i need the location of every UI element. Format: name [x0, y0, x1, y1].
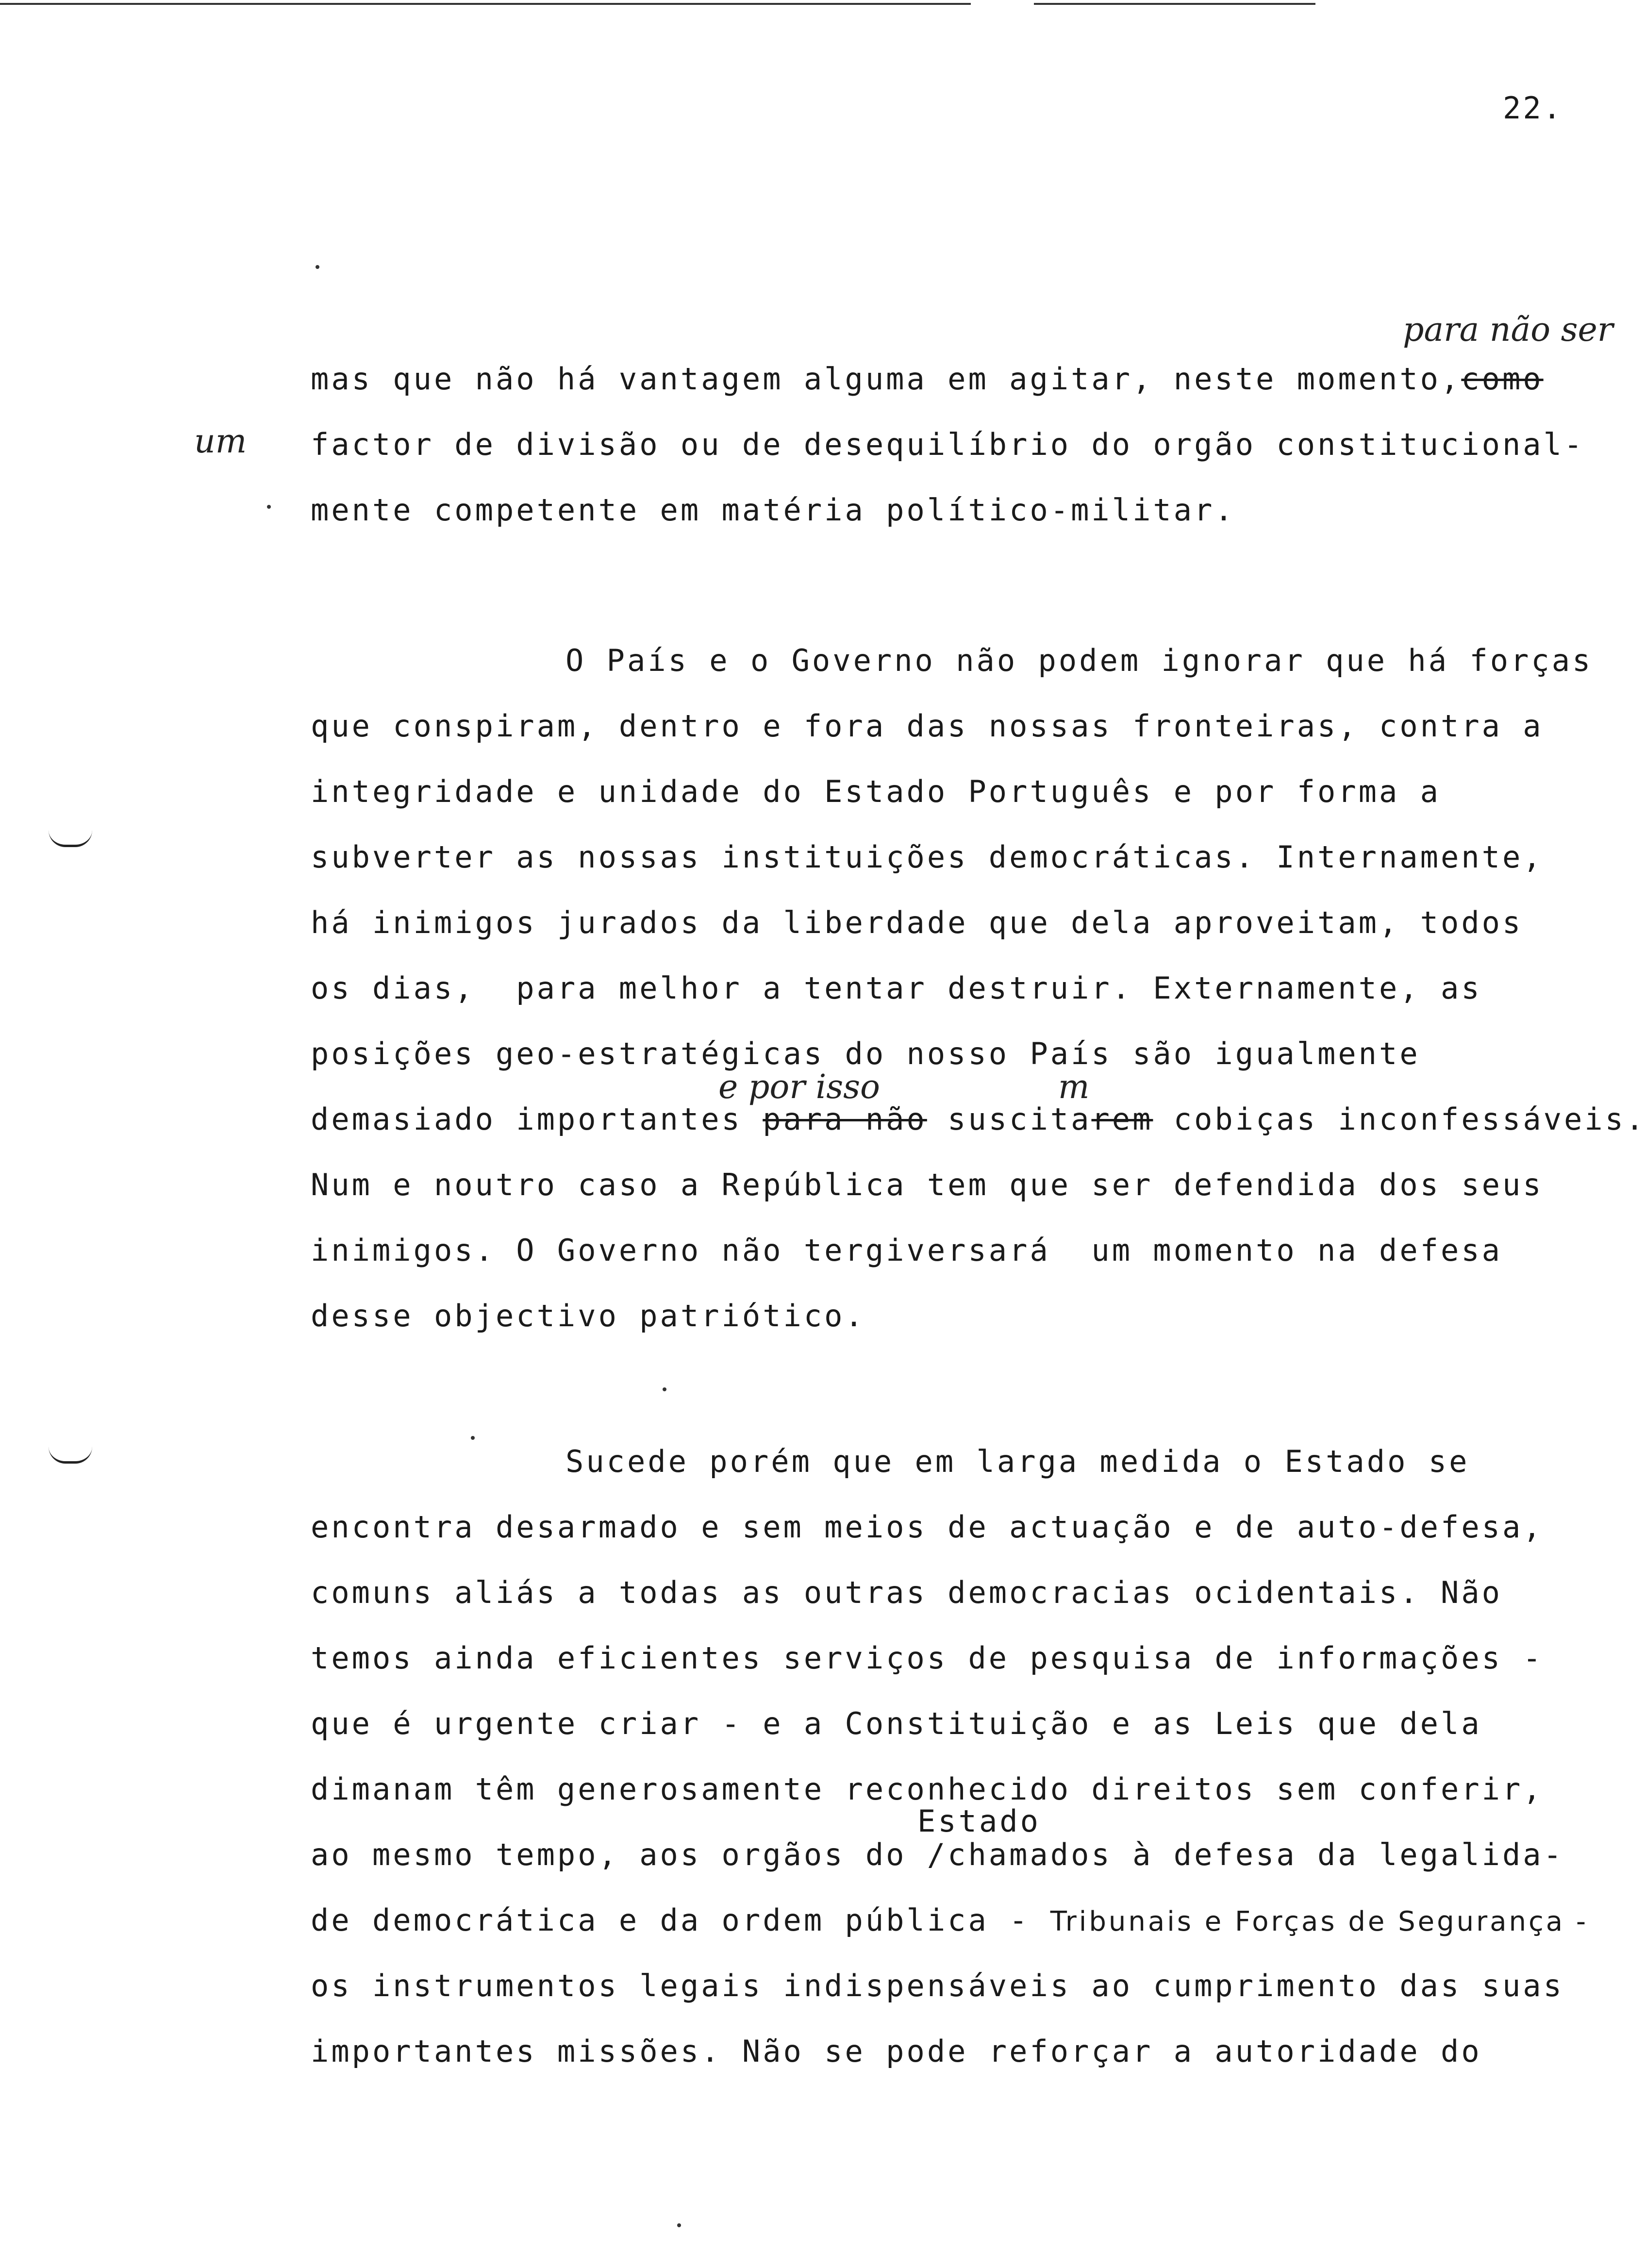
handwritten-insertion-m: m — [1058, 1068, 1090, 1106]
scan-speck — [677, 2223, 681, 2227]
scan-speck — [316, 265, 319, 269]
text-line: Sucede porém que em larga medida o Estado se — [565, 1444, 1470, 1479]
scan-speck — [471, 1436, 475, 1440]
text-line: dimanam têm generosamente reconhecido direitos sem conferir, — [311, 1771, 1544, 1807]
text-line: subverter as nossas instituições democráticas. Internamente, — [311, 839, 1544, 875]
scan-speck — [663, 1387, 666, 1391]
top-rule-left — [0, 3, 971, 5]
text-line: importantes missões. Não se pode reforçar a autoridade do — [311, 2034, 1482, 2069]
text-line: encontra desarmado e sem meios de actuação e de auto-defesa, — [311, 1509, 1544, 1545]
handwritten-insertion-mid: e por isso — [718, 1068, 880, 1106]
text-line: os dias, para melhor a tentar destruir. Externamente, as — [311, 970, 1482, 1006]
text-line: O País e o Governo não podem ignorar que há forças — [565, 643, 1593, 678]
text-line: ao mesmo tempo, aos orgãos do /chamados à defesa da legalida- — [311, 1837, 1564, 1872]
text-line: posições geo-estratégicas do nosso País são igualmente — [311, 1036, 1420, 1071]
top-rule-right — [1034, 3, 1315, 5]
text-line: que conspiram, dentro e fora das nossas fronteiras, contra a — [311, 708, 1544, 744]
margin-bracket-mark — [49, 830, 92, 847]
typed-insertion-estado: Estado — [917, 1803, 1041, 1839]
text-line: integridade e unidade do Estado Português e por forma a — [311, 774, 1441, 809]
text-line: de democrática e da ordem pública - Tribunais e Forças de Segurança - — [311, 1902, 1589, 1938]
typed-insertion-tribunais: Tribunais e Forças de Segurança - — [1050, 1906, 1589, 1937]
text-line: os instrumentos legais indispensáveis ao cumprimento das suas — [311, 1968, 1564, 2003]
text-line: demasiado importantes para não suscitarem cobiças inconfessáveis. — [311, 1101, 1646, 1137]
text-line: que é urgente criar - e a Constituição e as Leis que dela — [311, 1706, 1482, 1741]
text-line: há inimigos jurados da liberdade que dela aproveitam, todos — [311, 905, 1523, 940]
text-line: desse objectivo patriótico. — [311, 1298, 865, 1334]
page-number: 22. — [1503, 90, 1563, 126]
handwritten-insertion-top: para não ser — [1403, 311, 1613, 349]
text-line: comuns aliás a todas as outras democracias ocidentais. Não — [311, 1575, 1502, 1610]
text-line: inimigos. O Governo não tergiversará um momento na defesa — [311, 1233, 1502, 1268]
text-line: mente competente em matéria político-militar. — [311, 492, 1235, 528]
struck-text: rem — [1091, 1101, 1153, 1137]
text-line: mas que não há vantagem alguma em agitar, neste momento,como — [311, 361, 1544, 397]
text-line: Num e noutro caso a República tem que ser defendida dos seus — [311, 1167, 1544, 1202]
handwritten-margin-note: um — [194, 422, 247, 461]
struck-text: como — [1461, 361, 1544, 397]
scan-speck — [267, 505, 271, 509]
text-line: factor de divisão ou de desequilíbrio do orgão constitucional- — [311, 427, 1585, 462]
struck-text: para não — [763, 1101, 927, 1137]
margin-bracket-mark — [49, 1447, 92, 1464]
text-line: temos ainda eficientes serviços de pesquisa de informações - — [311, 1640, 1544, 1676]
